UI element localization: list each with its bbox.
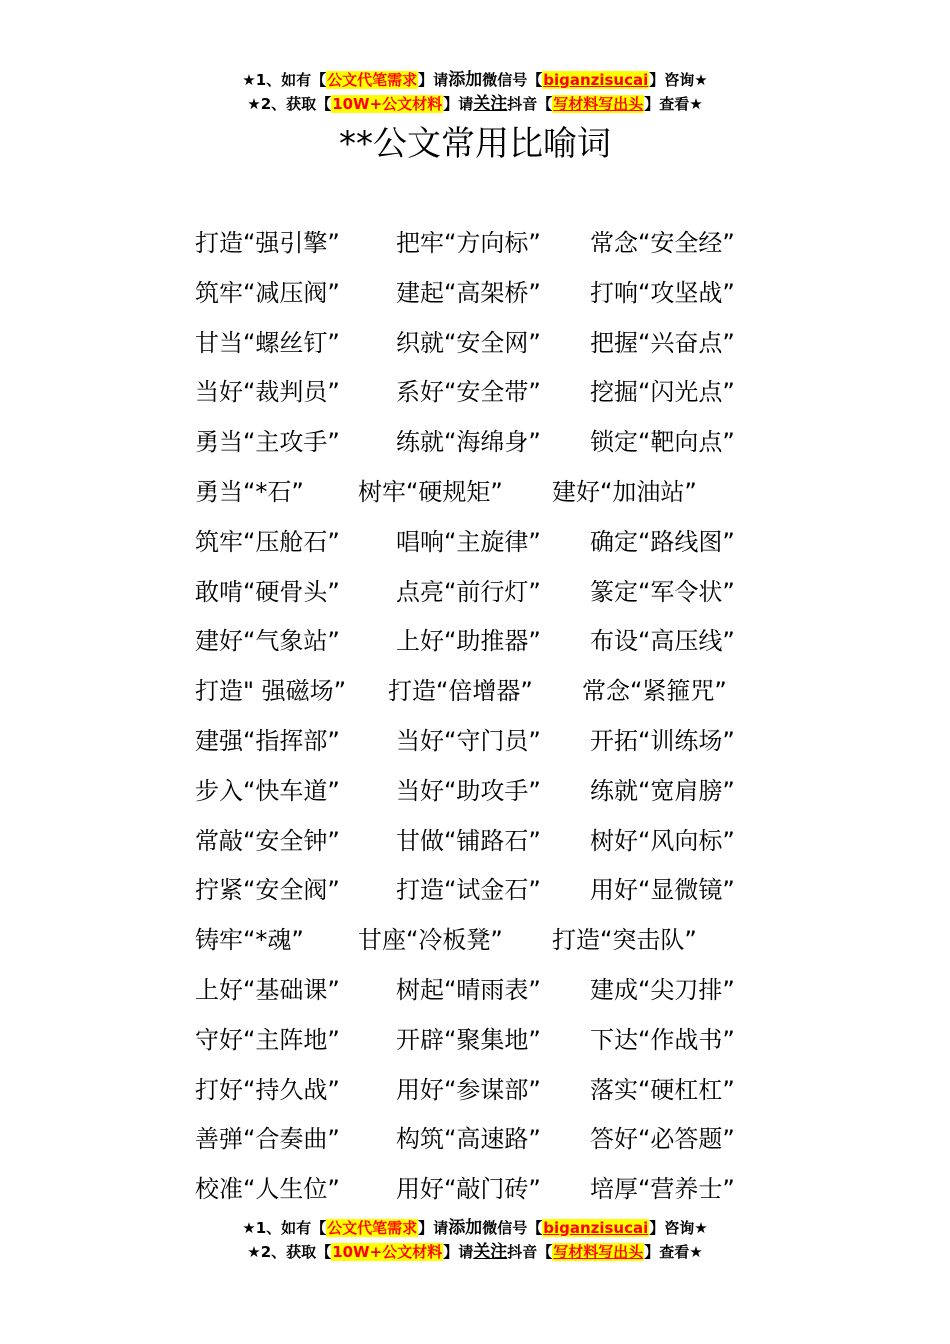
phrase-grid [195,219,775,1215]
phrase-item: 步入“快车道” [195,776,340,805]
phrase-row [195,219,775,269]
phrase-item: 勇当“*石” [195,477,304,506]
phrase-item: 树好“风向标” [590,826,735,855]
phrase-item: 上好“助推器” [396,627,541,656]
phrase-item: 布设“高压线” [590,627,735,656]
phrase-item: 用好“显微镜” [590,876,735,905]
phrase-item: 确定“路线图” [590,527,735,556]
phrase-item: 落实“硬杠杠” [590,1075,735,1104]
phrase-row [195,468,775,518]
phrase-item: 开辟“聚集地” [396,1025,541,1054]
phrase-row [195,667,775,717]
phrase-row [195,368,775,418]
banner-highlight: 10W+公文材料 [332,1243,443,1261]
phrase-row [195,269,775,319]
phrase-item: 练就“宽肩膀” [590,776,735,805]
banner-emphasis: 添加 [448,1218,483,1238]
phrase-row [195,1115,775,1165]
phrase-item: 系好“安全带” [396,378,541,407]
phrase-row [195,966,775,1016]
footer-banner [0,1216,950,1264]
banner-emphasis: 添加 [448,70,483,90]
phrase-item: 校准“人生位” [195,1175,340,1204]
phrase-item: 建好“加油站” [552,477,697,506]
banner-text: 】请 [443,1243,474,1261]
banner-text: 】请 [418,1219,449,1237]
phrase-item: 打响“攻坚战” [590,278,735,307]
phrase-item: 点亮“前行灯” [396,577,541,606]
phrase-item: 用好“参谋部” [396,1075,541,1104]
banner-highlight: 10W+公文材料 [332,95,443,113]
phrase-row [195,617,775,667]
banner-text: 微信号【 [482,1219,543,1237]
banner-text: 】查看★ [644,95,703,113]
phrase-item: 建好“气象站” [195,627,340,656]
phrase-item: 打好“持久战” [195,1075,340,1104]
phrase-item: 勇当“主攻手” [195,428,340,457]
banner-text: 微信号【 [482,71,543,89]
phrase-item: 善弹“合奏曲” [195,1125,340,1154]
phrase-item: 打造" 强磁场” [195,677,347,706]
banner-wechat-id[interactable]: biganzisucai [543,1219,649,1237]
phrase-item: 甘做“铺路石” [396,826,541,855]
phrase-row [195,1066,775,1116]
phrase-item: 筑牢“压舱石” [195,527,340,556]
phrase-item: 唱响“主旋律” [396,527,541,556]
phrase-row [195,319,775,369]
phrase-row [195,1016,775,1066]
phrase-item: 当好“裁判员” [195,378,340,407]
page-title: **公文常用比喻词 [339,124,611,164]
phrase-row [195,717,775,767]
phrase-item: 上好“基础课” [195,975,340,1004]
phrase-row [195,866,775,916]
phrase-item: 建成“尖刀排” [590,975,735,1004]
phrase-item: 当好“助攻手” [396,776,541,805]
phrase-item: 甘座“冷板凳” [358,926,503,955]
phrase-item: 敢啃“硬骨头” [195,577,340,606]
phrase-row [195,916,775,966]
phrase-row [195,418,775,468]
phrase-item: 树牢“硬规矩” [358,477,503,506]
phrase-item: 织就“安全网” [396,328,541,357]
banner-douyin-id[interactable]: 写材料写出头 [553,1243,644,1261]
phrase-row [195,817,775,867]
phrase-row [195,518,775,568]
phrase-item: 用好“敲门砖” [396,1175,541,1204]
phrase-row [195,767,775,817]
phrase-item: 下达“作战书” [590,1025,735,1054]
phrase-item: 答好“必答题” [590,1125,735,1154]
phrase-row [195,1165,775,1215]
phrase-item: 守好“主阵地” [195,1025,340,1054]
phrase-item: 构筑“高速路” [396,1125,541,1154]
phrase-item: 打造“倍增器” [388,677,533,706]
banner-text: 】请 [418,71,449,89]
banner-text: 抖音【 [507,1243,553,1261]
banner-highlight: 公文代笔需求 [327,1219,418,1237]
phrase-item: 练就“海绵身” [396,428,541,457]
banner-text: 】咨询★ [649,1219,708,1237]
banner-text: ★2、获取【 [247,1243,332,1261]
phrase-item: 树起“晴雨表” [396,975,541,1004]
phrase-item: 把牢“方向标” [396,229,541,257]
phrase-item: 篆定“军令状” [590,577,735,606]
phrase-item: 建强“指挥部” [195,726,340,755]
header-banner [0,68,950,116]
phrase-item: 常敲“安全钟” [195,826,340,855]
banner-line-2 [0,92,950,116]
banner-emphasis: 关注 [473,94,508,114]
phrase-item: 锁定“靶向点” [590,428,735,457]
phrase-item: 培厚“营养士” [590,1175,735,1204]
banner-text: ★1、如有【 [242,1219,327,1237]
phrase-item: 甘当“螺丝钉” [195,328,340,357]
banner-text: 】请 [443,95,474,113]
banner-line-2 [0,1240,950,1264]
banner-text: 】查看★ [644,1243,703,1261]
banner-highlight: 公文代笔需求 [327,71,418,89]
banner-text: 抖音【 [507,95,553,113]
phrase-item: 铸牢“*魂” [195,926,304,955]
phrase-row [195,568,775,618]
phrase-item: 当好“守门员” [396,726,541,755]
phrase-item: 拧紧“安全阀” [195,876,340,905]
banner-line-1 [0,1216,950,1240]
phrase-item: 把握“兴奋点” [590,328,735,357]
banner-text: ★1、如有【 [242,71,327,89]
phrase-item: 打造“突击队” [552,926,697,955]
phrase-item: 筑牢“减压阀” [195,278,340,307]
phrase-item: 挖掘“闪光点” [590,378,735,407]
banner-text: 】咨询★ [649,71,708,89]
banner-emphasis: 关注 [473,1242,508,1262]
phrase-item: 建起“高架桥” [396,278,541,307]
phrase-item: 开拓“训练场” [590,726,735,755]
phrase-item: 常念“紧箍咒” [582,677,727,706]
phrase-item: 打造“强引擎” [195,229,340,257]
phrase-item: 打造“试金石” [396,876,541,905]
banner-line-1 [0,68,950,92]
banner-wechat-id[interactable]: biganzisucai [543,71,649,89]
banner-douyin-id[interactable]: 写材料写出头 [553,95,644,113]
phrase-item: 常念“安全经” [590,229,735,257]
banner-text: ★2、获取【 [247,95,332,113]
